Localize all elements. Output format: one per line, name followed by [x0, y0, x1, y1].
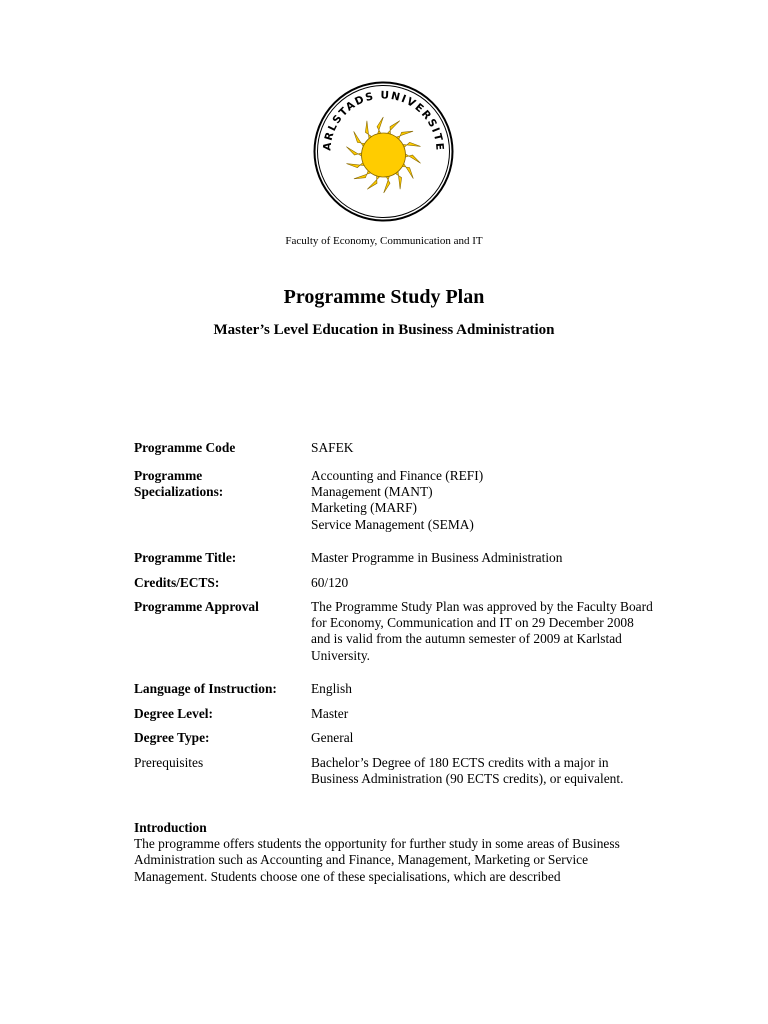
info-label: Prerequisites: [134, 755, 204, 770]
info-value: 60/120: [311, 575, 349, 590]
info-label: Programme Title:: [134, 550, 237, 565]
info-value: The Programme Study Plan was approved by the Faculty Board for Economy, Communication and IT on 29 December 2008 and is valid from the autumn semester of 2009 at Karlstad University.: [311, 599, 653, 663]
info-value: SAFEK: [311, 440, 354, 455]
info-value: General: [311, 730, 354, 745]
introduction-text: The programme offers students the opportunity for further study in some areas of Business Administration such as Accounting and Finance, Management, Marketing or Service Management. Students choose one of these specialisations, which are described: [134, 836, 620, 884]
info-label: Degree Type:: [134, 730, 210, 745]
seal-graphic: [312, 80, 455, 223]
specialization-item: Marketing (MARF): [311, 500, 418, 516]
document-subtitle: Master’s Level Education in Business Administration: [213, 322, 555, 338]
specialization-item: Service Management (SEMA): [311, 516, 474, 532]
info-label: Programme Specializations:: [134, 468, 224, 500]
document-title: Programme Study Plan: [283, 286, 485, 308]
info-value: Master: [311, 706, 349, 721]
specialization-item: Management (MANT): [311, 484, 433, 500]
info-value-list: [311, 468, 656, 533]
info-label: Programme Code: [134, 440, 236, 455]
info-value: Bachelor’s Degree of 180 ECTS credits with a major in Business Administration (90 ECTS credits), or equivalent.: [311, 755, 624, 787]
info-label: Programme Approval: [134, 599, 259, 614]
info-label: Degree Level:: [134, 706, 213, 721]
info-label: Credits/ECTS:: [134, 575, 220, 590]
sun-icon: [362, 133, 406, 177]
seal-text: ARLSTADS UNIVERSITE: [321, 89, 446, 153]
info-value: Master Programme in Business Administration: [311, 550, 563, 565]
introduction-section: [134, 820, 654, 885]
specialization-item: Accounting and Finance (REFI): [311, 468, 484, 483]
info-label: Language of Instruction:: [134, 681, 277, 696]
university-seal-logo: [312, 80, 455, 223]
introduction-heading: Introduction: [134, 820, 207, 835]
faculty-name: Faculty of Economy, Communication and IT: [285, 235, 483, 247]
info-value: English: [311, 681, 352, 696]
